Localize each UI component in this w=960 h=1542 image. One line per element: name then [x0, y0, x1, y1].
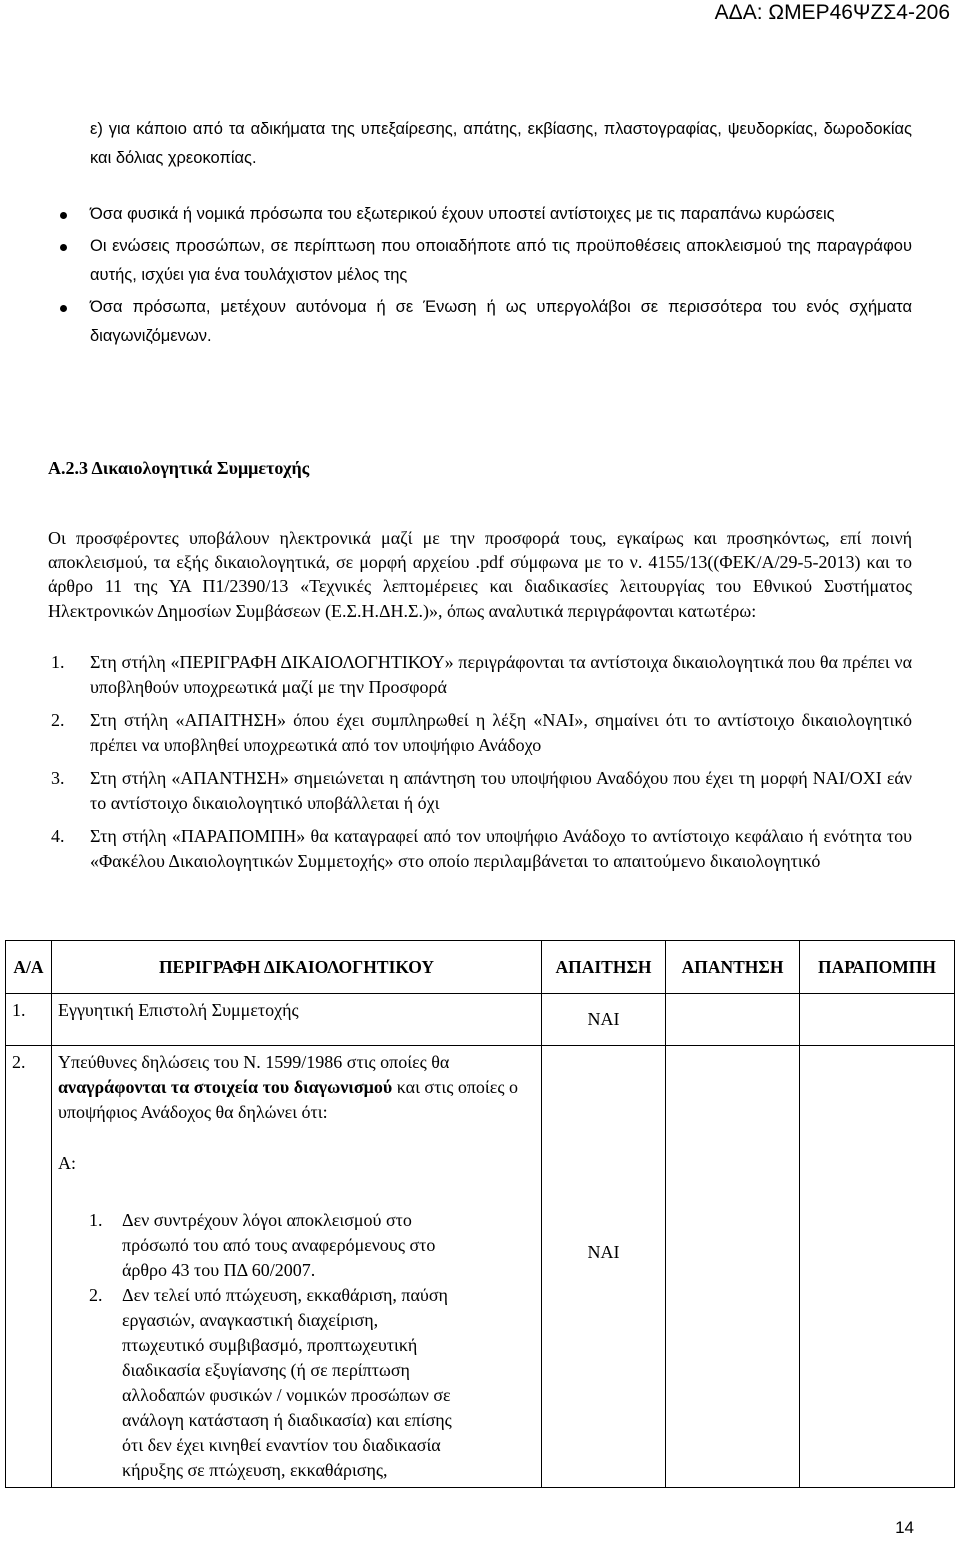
header-aa: Α/Α	[6, 941, 52, 994]
list-number: 4.	[51, 826, 65, 846]
row-description: Εγγυητική Επιστολή Συμμετοχής	[52, 994, 542, 1046]
list-item	[48, 766, 912, 815]
row-number: 1.	[6, 994, 52, 1046]
declaration-item	[86, 1283, 456, 1483]
declaration-number: 2.	[89, 1285, 103, 1305]
header-reference: ΠΑΡΑΠΟΜΠΗ	[800, 941, 955, 994]
row-number: 2.	[6, 1046, 52, 1488]
ada-code: ΑΔΑ: ΩΜΕΡ46ΨΖΣ4-206	[714, 1, 950, 24]
declaration-item-text: Δεν τελεί υπό πτώχευση, εκκαθάριση, παύση εργασιών, αναγκαστική διαχείριση, πτωχευτικό συμβιβασμό, προπτωχευτική διαδικασία εξυγίανσης (ή σε περίπτωση αλλοδαπών φυσικών / νομικών προσώπων σε ανάλογη κατάσταση ή διαδικασία) και επίσης ότι δεν έχει κινηθεί εναντίον του διαδικασία κήρυξης σε πτώχευση, εκκαθάρισης,	[122, 1285, 452, 1480]
declaration-text-start: Υπεύθυνες δηλώσεις του Ν. 1599/1986 στις οποίες θα	[58, 1052, 450, 1072]
table-row	[6, 1046, 955, 1488]
list-text: Στη στήλη «ΑΠΑΝΤΗΣΗ» σημειώνεται η απάντηση του υποψήφιου Αναδόχου που έχει τη μορφή ΝΑΙ/ΟΧΙ εάν το αντίστοιχο δικαιολογητικό υποβάλλεται ή όχι	[90, 768, 912, 813]
sub-label: Α:	[58, 1153, 76, 1173]
row-answer	[666, 1046, 800, 1488]
declaration-text-end: και στις οποίες ο υποψήφιος Ανάδοχος θα δηλώνει ότι:	[58, 1077, 518, 1122]
declaration-text-bold: αναγράφονται τα στοιχεία του διαγωνισμού	[58, 1077, 393, 1097]
list-item	[48, 708, 912, 757]
numbered-list	[48, 650, 912, 882]
row-requirement: ΝΑΙ	[542, 994, 666, 1046]
row-reference	[800, 994, 955, 1046]
declaration-list	[86, 1208, 456, 1487]
requirement-value: ΝΑΙ	[587, 1242, 620, 1262]
requirements-table	[5, 940, 955, 1488]
paragraph-e: ε) για κάποιο από τα αδικήματα της υπεξαίρεσης, απάτης, εκβίασης, πλαστογραφίας, ψευδορκίας, δωροδοκίας και δόλιας χρεοκοπίας.	[90, 120, 912, 167]
section-heading: Α.2.3 Δικαιολογητικά Συμμετοχής	[48, 458, 310, 478]
bullet-item: Όσα πρόσωπα, μετέχουν αυτόνομα ή σε Ένωση ή ως υπεργολάβοι σε περισσότερα του ενός σχήματα διαγωνιζόμενων.	[90, 293, 912, 351]
table-header-row	[6, 941, 955, 994]
declaration-item	[86, 1208, 456, 1283]
header-requirement: ΑΠΑΙΤΗΣΗ	[542, 941, 666, 994]
row-answer	[666, 994, 800, 1046]
declaration-number: 1.	[89, 1210, 103, 1230]
table-row	[6, 994, 955, 1046]
list-item	[48, 650, 912, 699]
row-description	[52, 1046, 542, 1488]
header-description: ΠΕΡΙΓΡΑΦΗ ΔΙΚΑΙΟΛΟΓΗΤΙΚΟΥ	[52, 941, 542, 994]
declaration-item-text: Δεν συντρέχουν λόγοι αποκλεισμού στο πρόσωπό του από τους αναφερόμενους στο άρθρο 43 του ΠΔ 60/2007.	[122, 1210, 436, 1280]
row-reference	[800, 1046, 955, 1488]
list-text: Στη στήλη «ΑΠΑΙΤΗΣΗ» όπου έχει συμπληρωθεί η λέξη «ΝΑΙ», σημαίνει ότι το αντίστοιχο δικαιολογητικό πρέπει να υποβληθεί υποχρεωτικά από τον υποψήφιο Ανάδοχο	[90, 710, 912, 755]
list-number: 2.	[51, 710, 65, 730]
section-intro: Οι προσφέροντες υποβάλουν ηλεκτρονικά μαζί με την προσφορά τους, εγκαίρως και προσηκόντως, επί ποινή αποκλεισμού, τα εξής δικαιολογητικά, σε μορφή αρχείου .pdf σύμφωνα με το ν. 4155/13((ΦΕΚ/Α/29-5-2013) και το άρθρο 11 της ΥΑ Π1/2390/13 «Τεχνικές λεπτομέρειες και διαδικασίες λειτουργίας του Εθνικού Συστήματος Ηλεκτρονικών Δημοσίων Συμβάσεων (Ε.Σ.Η.ΔΗ.Σ.)», όπως αναλυτικά περιγράφονται κατωτέρω:	[48, 528, 912, 621]
list-text: Στη στήλη «ΠΑΡΑΠΟΜΠΗ» θα καταγραφεί από τον υποψήφιο Ανάδοχο το αντίστοιχο κεφάλαιο ή ενότητα του «Φακέλου Δικαιολογητικών Συμμετοχής» στο οποίο περιλαμβάνεται το απαιτούμενο δικαιολογητικό	[90, 826, 912, 871]
bullet-list	[90, 200, 912, 354]
list-item	[48, 824, 912, 873]
header-answer: ΑΠΑΝΤΗΣΗ	[666, 941, 800, 994]
bullet-item: Οι ενώσεις προσώπων, σε περίπτωση που οποιαδήποτε από τις προϋποθέσεις αποκλεισμού της παραγράφου αυτής, ισχύει για ένα τουλάχιστον μέλος της	[90, 232, 912, 290]
row-requirement	[542, 1046, 666, 1488]
declaration-text	[58, 1050, 535, 1125]
list-text: Στη στήλη «ΠΕΡΙΓΡΑΦΗ ΔΙΚΑΙΟΛΟΓΗΤΙΚΟΥ» περιγράφονται τα αντίστοιχα δικαιολογητικά που θα πρέπει να υποβληθούν υποχρεωτικά μαζί με την Προσφορά	[90, 652, 912, 697]
bullet-item: Όσα φυσικά ή νομικά πρόσωπα του εξωτερικού έχουν υποστεί αντίστοιχες με τις παραπάνω κυρώσεις	[90, 200, 912, 229]
list-number: 3.	[51, 768, 65, 788]
list-number: 1.	[51, 652, 65, 672]
page-number: 14	[895, 1518, 914, 1537]
